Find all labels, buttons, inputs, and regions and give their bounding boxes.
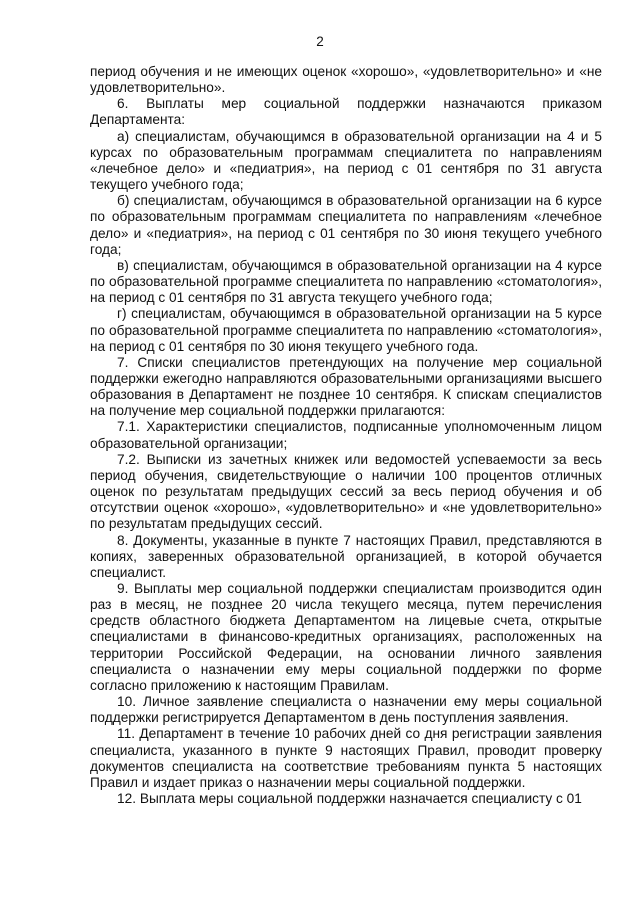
- paragraph-11: 11. Департамент в течение 10 рабочих дней со дня регистрации заявления специалиста, указанного в пункте 9 настоящих Правил, проводит проверку документов специалиста на соответствие требованиям пункта 5 настоящих Правил и издает приказ о назначении меры социальной поддержки.: [90, 726, 602, 790]
- page-number: 2: [316, 34, 324, 49]
- document-body: [90, 64, 602, 807]
- paragraph-6a: а) специалистам, обучающимся в образовательной организации на 4 и 5 курсах по образовательным программам специалитета по направлениям «лечебное дело» и «педиатрия», на период с 01 сентября по 31 августа текущего учебного года;: [90, 128, 602, 193]
- paragraph-10: 10. Личное заявление специалиста о назначении ему меры социальной поддержки регистрируется Департаментом в день поступления заявления.: [90, 694, 602, 726]
- paragraph-7-1: 7.1. Характеристики специалистов, подписанные уполномоченным лицом образовательной организации;: [90, 419, 602, 451]
- paragraph-continuation: период обучения и не имеющих оценок «хорошо», «удовлетворительно» и «не удовлетворительно».: [90, 64, 602, 96]
- paragraph-8: 8. Документы, указанные в пункте 7 настоящих Правил, представляются в копиях, заверенных образовательной организацией, в которой обучается специалист.: [90, 532, 602, 580]
- paragraph-7-2: 7.2. Выписки из зачетных книжек или ведомостей успеваемости за весь период обучения, свидетельствующие о наличии 100 процентов отличных оценок по результатам предыдущих сессий за весь период обучения и об отсутствии оценок «хорошо», «удовлетворительно» и «не удовлетворительно» по результатам предыдущих сессий.: [90, 451, 602, 532]
- paragraph-6: 6. Выплаты мер социальной поддержки назначаются приказом Департамента:: [90, 96, 602, 128]
- paragraph-6b: б) специалистам, обучающимся в образовательной организации на 6 курсе по образовательным программам специалитета по направлениям «лечебное дело» и «педиатрия», на период с 01 сентября по 30 июня текущего учебного года;: [90, 193, 602, 257]
- paragraph-12: 12. Выплата меры социальной поддержки назначается специалисту с 01: [117, 791, 582, 807]
- paragraph-6v: в) специалистам, обучающимся в образовательной организации на 4 курсе по образовательной программе специалитета по направлению «стоматология», на период с 01 сентября по 31 августа текущего учебного года;: [90, 257, 602, 306]
- paragraph-6g: г) специалистам, обучающимся в образовательной организации на 5 курсе по образовательной программе специалитета по направлению «стоматология», на период с 01 сентября по 30 июня текущего учебного года.: [90, 306, 602, 354]
- paragraph-9: 9. Выплаты мер социальной поддержки специалистам производится один раз в месяц, не позднее 20 числа текущего месяца, путем перечисления средств областного бюджета Департаментом на лицевые счета, открытые специалистами в финансово-кредитных организациях, расположенных на территории Российской Федерации, на основании личного заявления специалиста о назначении ему меры социальной поддержки по форме согласно приложению к настоящим Правилам.: [90, 581, 602, 693]
- paragraph-7: 7. Списки специалистов претендующих на получение мер социальной поддержки ежегодно направляются образовательными организациями высшего образования в Департамент не позднее 10 сентября. К спискам специалистов на получение мер социальной поддержки прилагаются:: [90, 354, 602, 419]
